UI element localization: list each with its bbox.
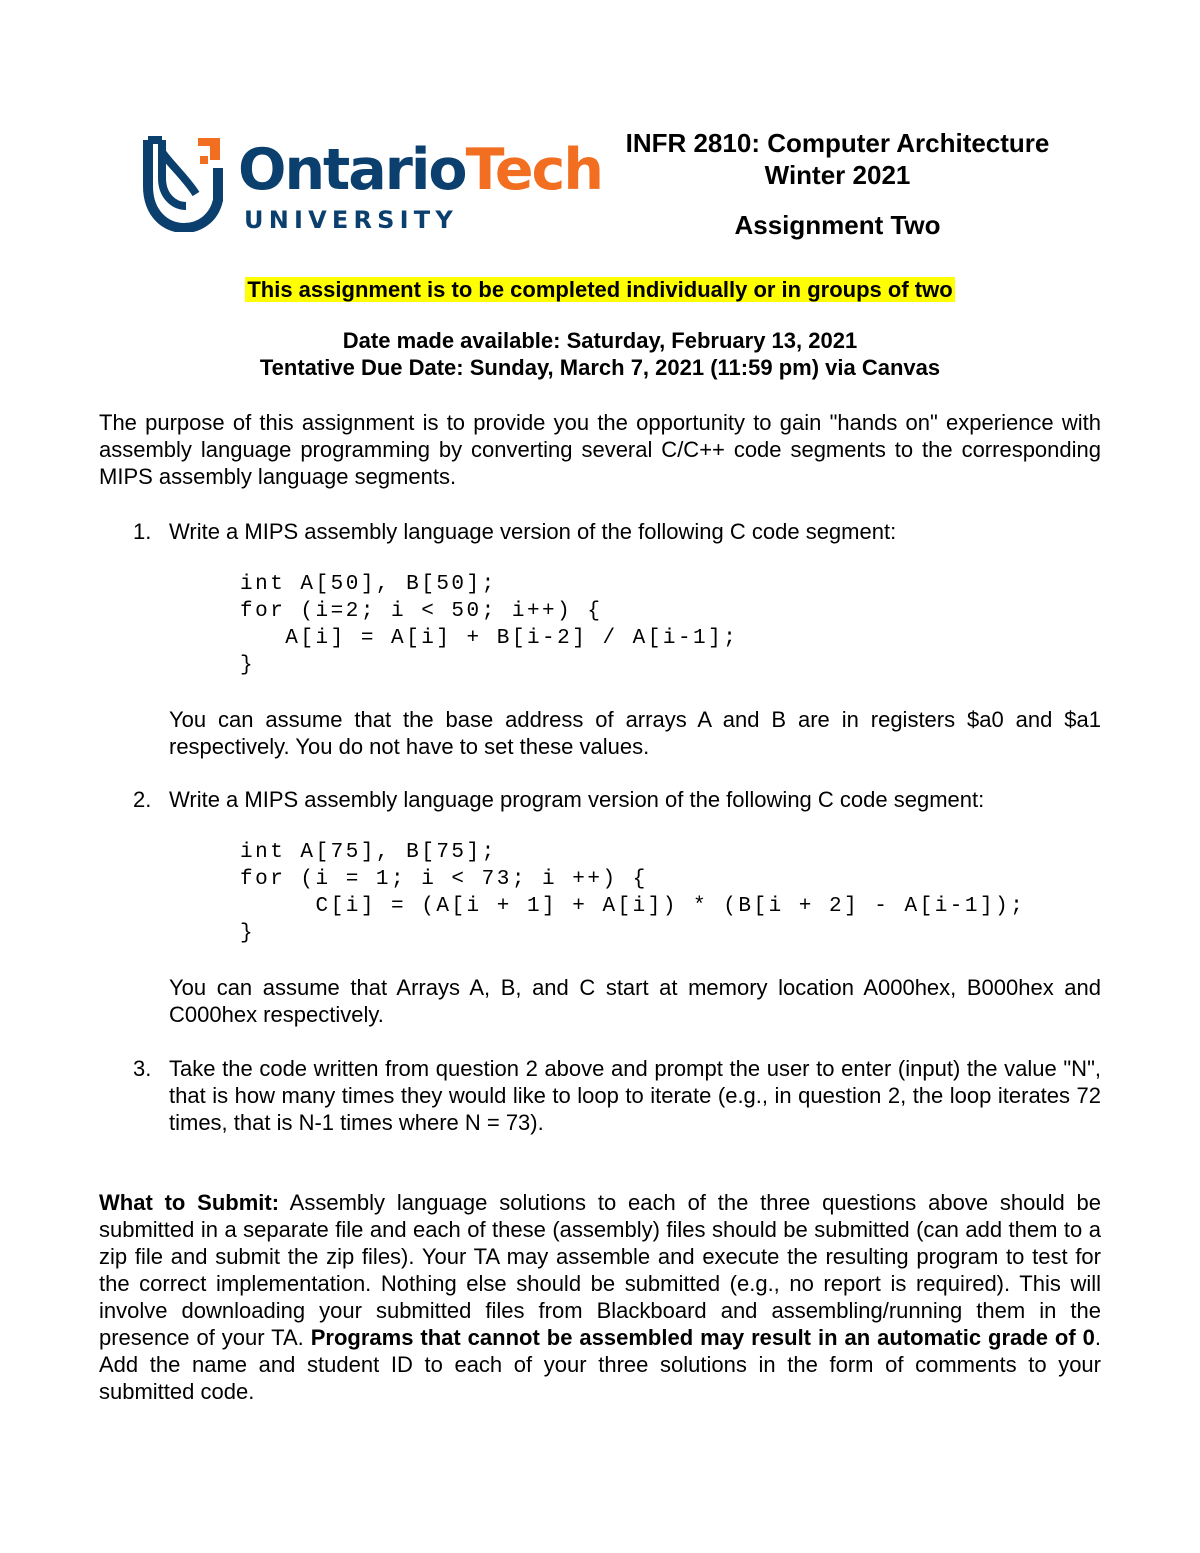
question-prompt: Take the code written from question 2 above and prompt the user to enter (input) the value "N", that is how many times they would like to loop to iterate (e.g., in question 2, the loop iterates 72 times, that is N-1 times where N = 73). [169, 1056, 1101, 1135]
group-notice-line [0, 276, 1200, 303]
date-available: Date made available: Saturday, February 13, 2021 [342, 328, 858, 353]
question-number: 1. [133, 519, 152, 544]
ontario-tech-shield-icon [140, 134, 224, 232]
logo-subtitle: UNIVERSITY [244, 206, 458, 234]
submit-text-end: . Add the name and student ID to each of your three solutions in the form of comments to your submitted code. [99, 1325, 1101, 1404]
intro-paragraph: The purpose of this assignment is to provide you the opportunity to gain "hands on" experience with assembly language programming by converting several C/C++ code segments to the corresponding MIPS assembly language segments. [99, 410, 1101, 489]
question-note: You can assume that the base address of arrays A and B are in registers $a0 and $a1 respectively. You do not have to set these values. [169, 707, 1101, 759]
dates-block [0, 327, 1200, 381]
course-title: INFR 2810: Computer Architecture [625, 128, 1050, 158]
assignment-title: Assignment Two [734, 210, 941, 240]
group-notice: This assignment is to be completed individually or in groups of two [247, 277, 953, 302]
submit-text: Assembly language solutions to each of the three questions above should be submitted in a separate file and each of these (assembly) files should be submitted (can add them to a zip file and submit the zip files). Your TA may assemble and execute the resulting program to test for the correct implementation. Nothing else should be submitted (e.g., no report is required). This will involve downloading your submitted files from Blackboard and assembling/running them in the presence of your TA. [99, 1190, 1101, 1350]
submission-instructions [99, 1189, 1101, 1405]
question-prompt: Write a MIPS assembly language version of the following C code segment: [169, 519, 897, 544]
submit-label: What to Submit: [99, 1190, 280, 1215]
course-term: Winter 2021 [764, 160, 911, 190]
logo-wordmark: OntarioTech [238, 137, 602, 203]
course-heading [600, 127, 1075, 191]
code-block-1: int A[50], B[50]; for (i=2; i < 50; i++) { A[i] = A[i] + B[i-2] / A[i-1]; } [240, 573, 739, 677]
due-date: Tentative Due Date: Sunday, March 7, 2021 (11:59 pm) via Canvas [259, 355, 941, 380]
university-logo [140, 134, 602, 234]
question-number: 2. [133, 787, 152, 812]
question-number: 3. [133, 1056, 152, 1081]
question-prompt: Write a MIPS assembly language program version of the following C code segment: [169, 787, 985, 812]
question-note: You can assume that Arrays A, B, and C start at memory location A000hex, B000hex and C000hex respectively. [169, 975, 1101, 1027]
code-block-2: int A[75], B[75]; for (i = 1; i < 73; i ++) { C[i] = (A[i + 1] + A[i]) * (B[i + 2] - A[i-1]); } [240, 841, 1026, 945]
submit-warning: Programs that cannot be assembled may result in an automatic grade of 0 [310, 1325, 1095, 1350]
